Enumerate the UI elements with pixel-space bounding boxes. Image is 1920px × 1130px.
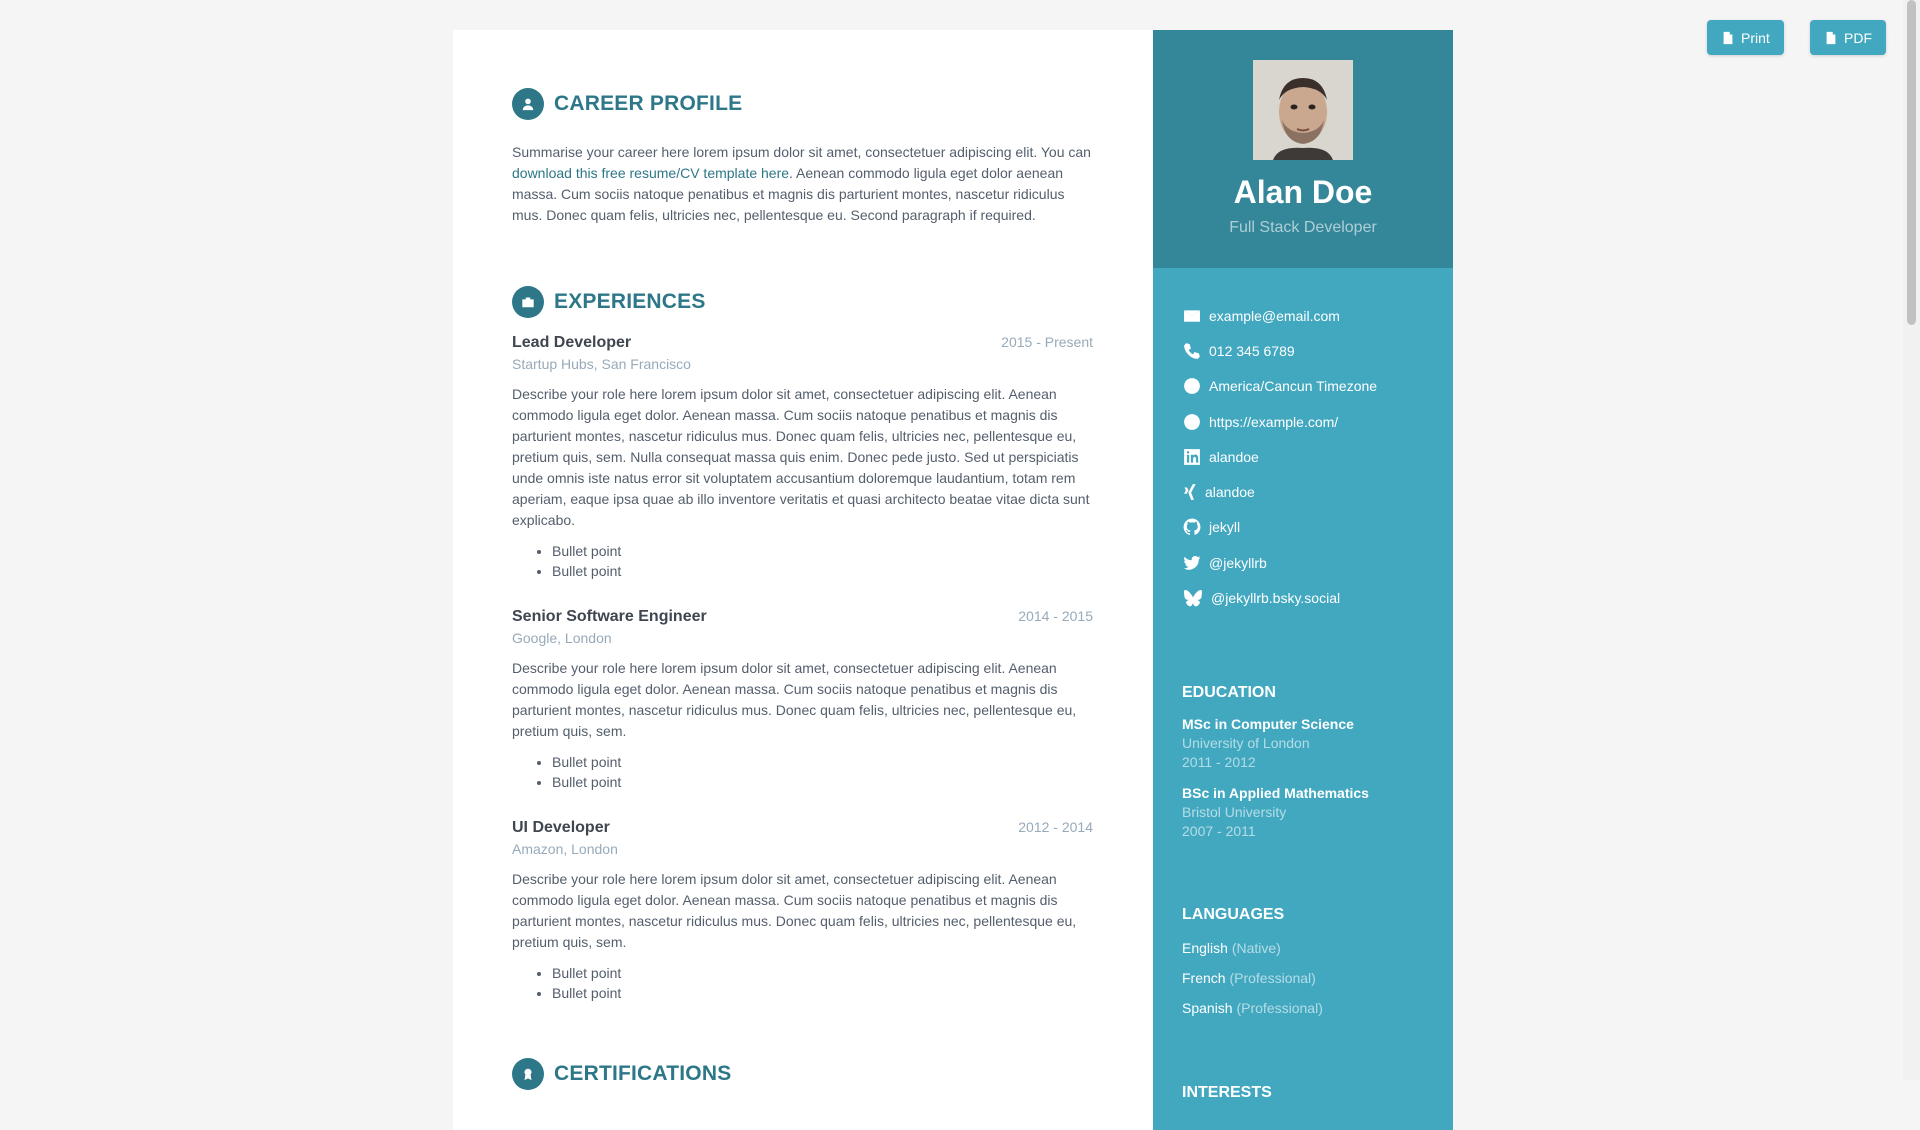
interests-title: INTERESTS — [1182, 1083, 1272, 1101]
education-section — [1153, 684, 1453, 841]
xing-icon — [1182, 482, 1198, 502]
email-icon — [1182, 306, 1202, 326]
career-summary: Summarise your career here lorem ipsum dolor sit amet, consectetuer adipiscing elit. You can download this free resume/CV template here. Aenean commodo ligula eget dolor aenean massa. Cum sociis natoque penatibus et magnis dis parturient montes, nascetur ridiculus mus. Donec quam felis, ultricies nec, pellentesque eu. Second paragraph if required. — [512, 144, 1091, 223]
job-time: 2014 - 2015 — [1018, 608, 1093, 624]
clock-icon — [1182, 376, 1202, 396]
job-description: Describe your role here lorem ipsum dolor sit amet, consectetuer adipiscing elit. Aenean commodo ligula eget dolor. Aenean massa. Cum sociis natoque penatibus et magnis dis parturient montes, nascetur ridiculus mus. Donec quam felis, ultricies nec, pellentesque eu, pretium quis, sem. — [512, 660, 1077, 739]
contact-timezone[interactable]: America/Cancun Timezone — [1182, 369, 1453, 404]
education-title: EDUCATION — [1182, 683, 1276, 701]
print-button[interactable] — [1707, 20, 1784, 55]
briefcase-icon — [512, 286, 544, 318]
job-title: Senior Software Engineer — [512, 608, 707, 625]
languages-section — [1153, 906, 1453, 1016]
list-item: • Bullet point — [552, 752, 1093, 772]
job-bullets — [552, 963, 1093, 1003]
job-description: Describe your role here lorem ipsum dolor sit amet, consectetuer adipiscing elit. Aenean commodo ligula eget dolor. Aenean massa. Cum sociis natoque penatibus et magnis dis parturient montes, nascetur ridiculus mus. Donec quam felis, ultricies nec, pellentesque eu, pretium quis, sem. Nulla consequat massa quis enim. Donec pede justo. Sed ut perspiciatis unde omnis iste natus error sit voluptatem accusantium doloremque laudantium, totam rem aperiam, eaque ipsa quae ab illo inventore veritatis et quasi architecto beatae vitae dicta sunt explicabo. — [512, 386, 1090, 528]
education-school: Bristol University — [1182, 803, 1287, 820]
section-title: EXPERIENCES — [512, 286, 1093, 318]
contact-xing[interactable]: alandoe — [1182, 474, 1453, 509]
interests-section — [1153, 1084, 1453, 1102]
contact-twitter[interactable]: @jekyllrb — [1182, 545, 1453, 580]
education-school: University of London — [1182, 734, 1310, 751]
twitter-icon — [1182, 553, 1202, 573]
resume-page — [453, 30, 1453, 1130]
education-degree: BSc in Applied Mathematics — [1182, 784, 1369, 801]
experiences-section — [512, 286, 1093, 1003]
template-download-link[interactable]: download this free resume/CV template here — [512, 165, 790, 181]
job-bullets — [552, 752, 1093, 792]
list-item: • Bullet point — [552, 541, 1093, 561]
contact-bluesky[interactable]: @jekyllrb.bsky.social — [1182, 580, 1453, 615]
file-icon — [1824, 31, 1838, 45]
job-description: Describe your role here lorem ipsum dolor sit amet, consectetuer adipiscing elit. Aenean commodo ligula eget dolor. Aenean massa. Cum sociis natoque penatibus et magnis dis parturient montes, nascetur ridiculus mus. Donec quam felis, ultricies nec, pellentesque eu, pretium quis, sem. — [512, 871, 1077, 950]
contact-linkedin[interactable]: alandoe — [1182, 439, 1453, 474]
page-scrollbar[interactable] — [1903, 0, 1920, 1080]
list-item: • Bullet point — [552, 772, 1093, 792]
education-item — [1182, 785, 1424, 841]
scrollbar-thumb[interactable] — [1907, 0, 1916, 325]
contact-list — [1153, 268, 1453, 616]
contact-phone[interactable]: 012 345 6789 — [1182, 333, 1453, 368]
avatar — [1253, 60, 1353, 160]
job-item — [512, 608, 1093, 792]
certificate-icon — [512, 1058, 544, 1090]
career-profile-section — [512, 88, 1093, 226]
pdf-button-label: PDF — [1844, 29, 1872, 46]
job-item — [512, 819, 1093, 1003]
list-item: • Bullet point — [552, 983, 1093, 1003]
file-icon — [1721, 31, 1735, 45]
education-time: 2007 - 2011 — [1182, 822, 1256, 839]
language-item: Spanish (Professional) — [1182, 999, 1323, 1016]
bluesky-icon — [1182, 588, 1204, 608]
job-company: Amazon, London — [512, 841, 618, 857]
job-company: Startup Hubs, San Francisco — [512, 356, 691, 372]
job-time: 2012 - 2014 — [1018, 819, 1093, 835]
print-button-label: Print — [1741, 29, 1770, 46]
job-company: Google, London — [512, 630, 612, 646]
list-item: • Bullet point — [552, 963, 1093, 983]
languages-title: LANGUAGES — [1182, 905, 1285, 923]
linkedin-icon — [1182, 447, 1202, 467]
job-item — [512, 334, 1093, 581]
section-title: CAREER PROFILE — [512, 88, 1093, 120]
contact-github[interactable]: jekyll — [1182, 510, 1453, 545]
education-time: 2011 - 2012 — [1182, 753, 1256, 770]
job-bullets — [552, 541, 1093, 581]
language-item: French (Professional) — [1182, 969, 1316, 986]
main-content — [453, 30, 1153, 1130]
github-icon — [1182, 517, 1202, 537]
education-degree: MSc in Computer Science — [1182, 715, 1354, 732]
user-icon — [512, 88, 544, 120]
phone-icon — [1182, 341, 1202, 361]
profile-name: Alan Doe — [1233, 174, 1373, 210]
profile-tagline: Full Stack Developer — [1229, 219, 1377, 237]
globe-icon — [1182, 412, 1202, 432]
certifications-section — [512, 1058, 1093, 1090]
profile-header — [1153, 30, 1453, 268]
sidebar — [1153, 30, 1453, 1130]
pdf-button[interactable] — [1810, 20, 1886, 55]
section-title: CERTIFICATIONS — [512, 1058, 1093, 1090]
language-item: English (Native) — [1182, 939, 1281, 956]
contact-website[interactable]: https://example.com/ — [1182, 404, 1453, 439]
list-item: • Bullet point — [552, 561, 1093, 581]
job-title: Lead Developer — [512, 334, 632, 351]
job-title: UI Developer — [512, 819, 610, 836]
education-item — [1182, 716, 1424, 772]
contact-email[interactable]: example@email.com — [1182, 298, 1453, 333]
job-time: 2015 - Present — [1001, 334, 1093, 350]
